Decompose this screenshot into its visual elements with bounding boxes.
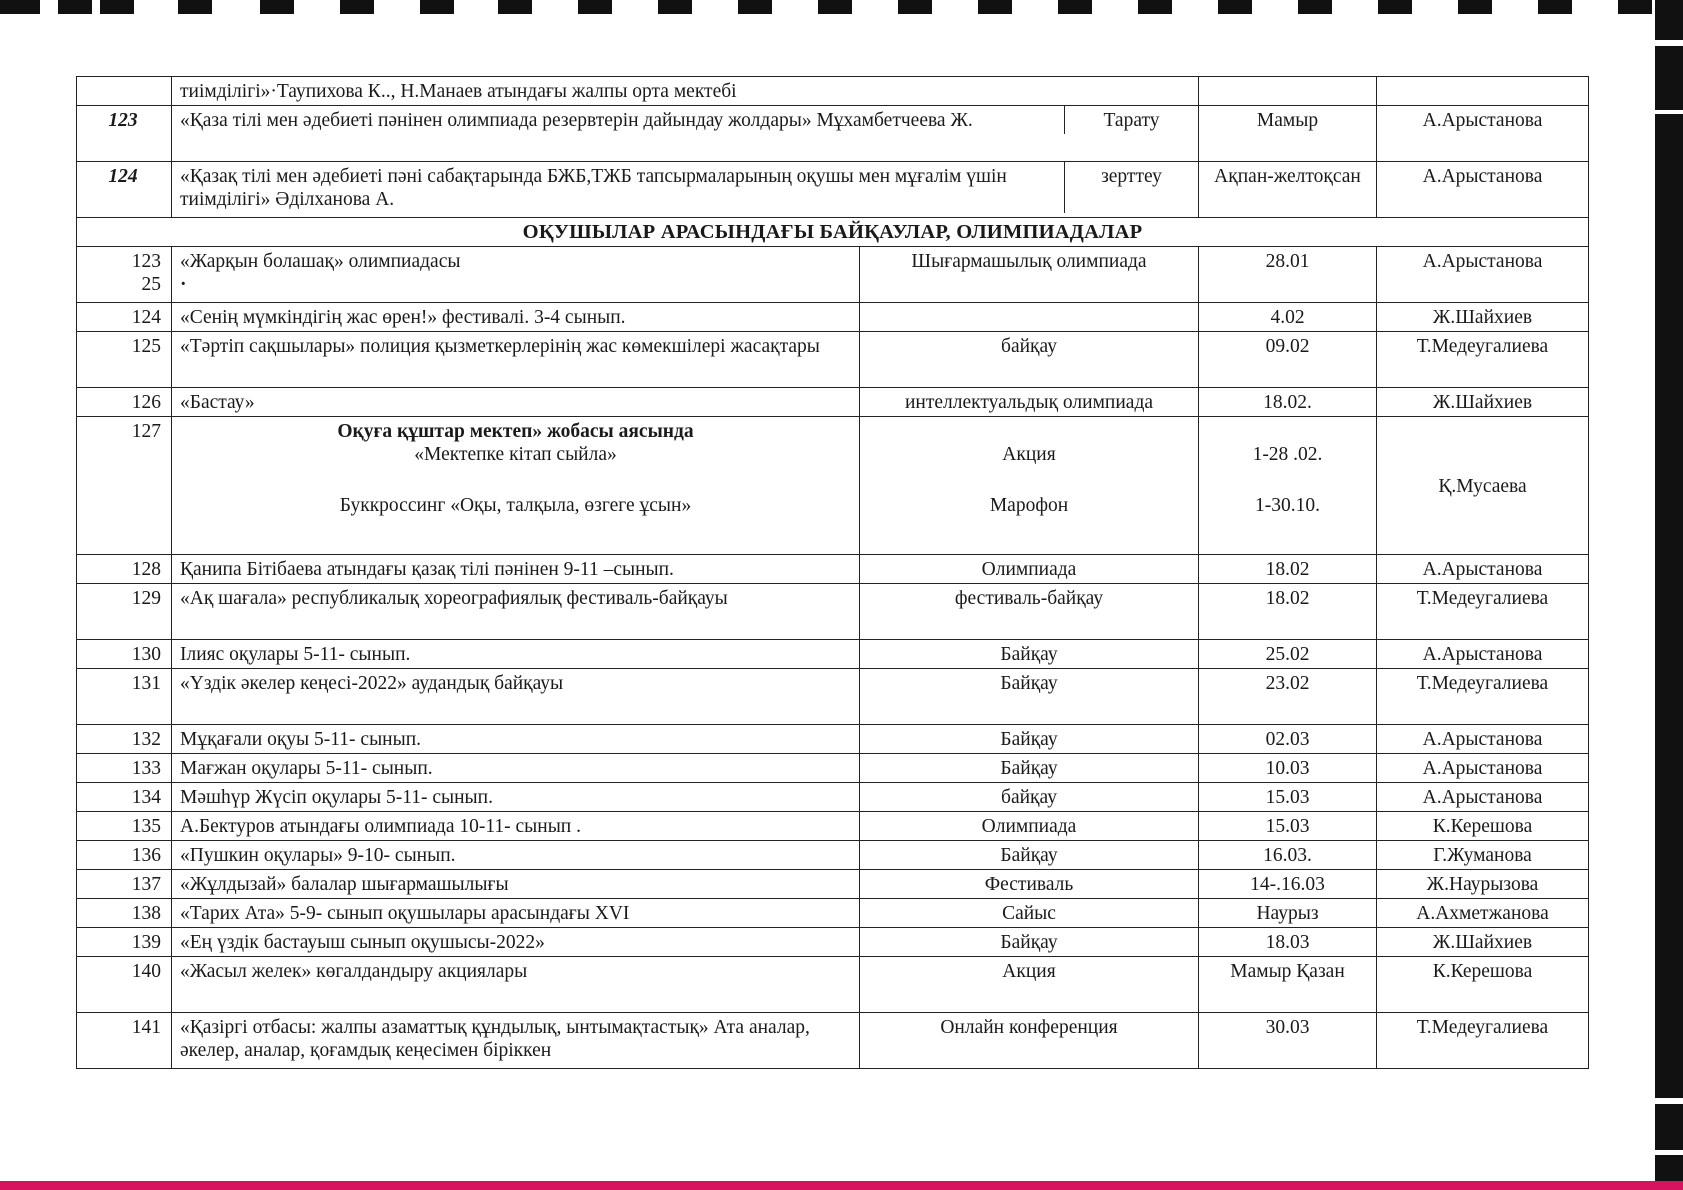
row-type: Акция [860,957,1199,1013]
row-bullet: · [180,274,187,295]
table-body-b [77,555,1589,1069]
spacer [868,466,1190,494]
row-type: Байқау [860,640,1199,669]
row-title: «Ақ шағала» республикалық хореографиялық фестиваль-байқауы [172,584,860,640]
row-responsible: А.Арыстанова [1377,247,1589,303]
table-row [77,669,1589,725]
row-title: «Ең үздік бастауыш сынып оқушысы-2022» [172,928,860,957]
row-date: 18.03 [1199,928,1377,957]
row-responsible: Т.Медеугалиева [1377,332,1589,388]
row-type: Байқау [860,928,1199,957]
row-number: 134 [77,783,172,812]
row-title: «Бастау» [172,388,860,417]
row-number-secondary: 25 [141,274,161,295]
row-number: 130 [77,640,172,669]
row-title [172,247,860,303]
table-row [77,162,1589,218]
scan-dash [420,0,454,14]
row-title: Ілияс оқулары 5-11- сынып. [172,640,860,669]
row-type: байқау [860,783,1199,812]
row-date: 15.03 [1199,812,1377,841]
table-row [77,640,1589,669]
row-type: Байқау [860,754,1199,783]
row-number: 133 [77,754,172,783]
row-type: Сайыс [860,899,1199,928]
scan-bottom-accent [0,1181,1683,1190]
scan-right-edge [1655,0,1683,1190]
scan-dash [978,0,1012,14]
scan-dash [58,0,92,14]
row-title: «Қаза тілі мен әдебиеті пәнінен олимпиада резервтерін дайындау жолдары» Мұхамбетчеева Ж. [172,106,1065,134]
row-number: 125 [77,332,172,388]
spacer [868,420,1190,443]
row-title: Мұқағали оқуы 5-11- сынып. [172,725,860,754]
row-number: 131 [77,669,172,725]
table-row [77,388,1589,417]
row-responsible: А.Ахметжанова [1377,899,1589,928]
row-date: 23.02 [1199,669,1377,725]
scan-dash [100,0,134,14]
row-title: «Жұлдызай» балалар шығармашылығы [172,870,860,899]
scan-dash [340,0,374,14]
row-type [860,417,1199,555]
row-responsible: Ж.Наурызова [1377,870,1589,899]
project-title: Оқуға құштар мектеп» жобасы аясында [337,421,694,442]
row-type-2: Марофон [989,495,1069,516]
row-type: Олимпиада [860,812,1199,841]
row-title: Қанипа Бітібаева атындағы қазақ тілі пәнінен 9-11 –сынып. [172,555,860,584]
table-row [77,928,1589,957]
row-date [1199,77,1377,106]
row-date: 10.03 [1199,754,1377,783]
row-date: 18.02 [1199,584,1377,640]
spacer [1207,466,1368,494]
row-number: 141 [77,1013,172,1069]
row-number [77,247,172,303]
row-date: 30.03 [1199,1013,1377,1069]
row-type: Олимпиада [860,555,1199,584]
scan-dash [1618,0,1652,14]
row-date: 18.02. [1199,388,1377,417]
table-row [77,332,1589,388]
row-title-with-type [172,162,1199,218]
row-type: Байқау [860,669,1199,725]
row-number: 124 [77,303,172,332]
row-responsible: Г.Жуманова [1377,841,1589,870]
table-row [77,247,1589,303]
row-type: Байқау [860,841,1199,870]
table-body-a [77,303,1589,417]
table-row [77,783,1589,812]
row-number: 128 [77,555,172,584]
row-title: «Үздік әкелер кеңесі-2022» аудандық байқауы [172,669,860,725]
row-responsible [1377,77,1589,106]
row-date: Мамыр Қазан [1199,957,1377,1013]
row-title: «Сенің мүмкіндігің жас өрен!» фестивалі. 3-4 сынып. [172,303,860,332]
table-body [77,77,1589,303]
event-line-1: «Мектепке кітап сыйла» [414,444,617,465]
row-responsible: А.Арыстанова [1377,106,1589,162]
row-title: «Пушкин оқулары» 9-10- сынып. [172,841,860,870]
scan-dash [898,0,932,14]
row-title [172,417,860,555]
row-responsible: Ж.Шайхиев [1377,303,1589,332]
row-title: «Жасыл желек» көгалдандыру акциялары [172,957,860,1013]
scan-dash [1298,0,1332,14]
events-table [76,76,1589,1069]
row-title: «Қазақ тілі мен әдебиеті пәні сабақтарында БЖБ,ТЖБ тапсырмаларының оқушы мен мұғалім үшін тиімділігі» Әділханова А. [172,162,1065,213]
row-number: 132 [77,725,172,754]
table-row [77,77,1589,106]
row-title-text: «Жарқын болашақ» олимпиадасы [180,251,461,272]
row-date: Мамыр [1199,106,1377,162]
row-date: 09.02 [1199,332,1377,388]
row-type: Онлайн конференция [860,1013,1199,1069]
row-date [1199,417,1377,555]
row-date: 25.02 [1199,640,1377,669]
row-responsible: А.Арыстанова [1377,162,1589,218]
row-responsible: Ж.Шайхиев [1377,928,1589,957]
row-responsible: Т.Медеугалиева [1377,1013,1589,1069]
row-number: 123 [77,106,172,162]
row-title: Мағжан оқулары 5-11- сынып. [172,754,860,783]
scan-dash [1458,0,1492,14]
scan-dash [1378,0,1412,14]
row-date: 4.02 [1199,303,1377,332]
row-date: Ақпан-желтоқсан [1199,162,1377,218]
table-row [77,106,1589,162]
scan-dash [1538,0,1572,14]
scan-dash [178,0,212,14]
row-date: Наурыз [1199,899,1377,928]
table-row [77,725,1589,754]
scan-dash [818,0,852,14]
row-responsible: К.Керешова [1377,812,1589,841]
row-number-primary: 123 [131,251,161,272]
row-date: 02.03 [1199,725,1377,754]
row-number: 135 [77,812,172,841]
row-title: А.Бектуров атындағы олимпиада 10-11- сынып . [172,812,860,841]
row-type: Фестиваль [860,870,1199,899]
row-responsible: Т.Медеугалиева [1377,669,1589,725]
table-row [77,957,1589,1013]
row-responsible: Т.Медеугалиева [1377,584,1589,640]
row-type-1: Акция [1002,444,1056,465]
scan-dash [1218,0,1252,14]
row-number: 136 [77,841,172,870]
row-date: 28.01 [1199,247,1377,303]
row-type: Тарату [1103,110,1160,131]
table-row [77,754,1589,783]
row-date: 18.02 [1199,555,1377,584]
table-row [77,812,1589,841]
row-number [77,77,172,106]
scan-dash [0,0,40,14]
row-responsible: А.Арыстанова [1377,783,1589,812]
row-type: фестиваль-байқау [860,584,1199,640]
scan-dash [498,0,532,14]
scan-dash [578,0,612,14]
row-number: 124 [77,162,172,218]
row-number: 127 [77,417,172,555]
table-row [77,303,1589,332]
scan-dash [658,0,692,14]
scan-top-edge [0,0,1683,16]
row-number: 138 [77,899,172,928]
table-row [77,1013,1589,1069]
row-number: 129 [77,584,172,640]
row-responsible: А.Арыстанова [1377,640,1589,669]
row-responsible: А.Арыстанова [1377,725,1589,754]
row-title: «Қазіргі отбасы: жалпы азаматтық құндылық, ынтымақтастық» Ата аналар, әкелер, аналар, қоғамдық кеңесімен біріккен [172,1013,860,1069]
row-date: 16.03. [1199,841,1377,870]
spacer [1207,420,1368,443]
table-row [77,555,1589,584]
scan-dash [1058,0,1092,14]
row-number: 137 [77,870,172,899]
row-date-2: 1-30.10. [1255,495,1320,516]
row-title: «Тәртіп сақшылары» полиция қызметкерлерінің жас көмекшілері жасақтары [172,332,860,388]
table-row [77,584,1589,640]
row-responsible: Ж.Шайхиев [1377,388,1589,417]
table-body-127 [77,417,1589,555]
scan-dash [1138,0,1172,14]
row-date: 15.03 [1199,783,1377,812]
row-responsible: Қ.Мусаева [1377,417,1589,555]
row-number: 126 [77,388,172,417]
row-title: тиімділігі»·Таупихова К.., Н.Манаев атындағы жалпы орта мектебі [172,77,1199,106]
scan-dash [260,0,294,14]
row-type: Шығармашылық олимпиада [860,247,1199,303]
section-row [77,218,1589,247]
row-date-1: 1-28 .02. [1252,444,1323,465]
table-row [77,417,1589,555]
row-type: Байқау [860,725,1199,754]
row-title: Мәшһүр Жүсіп оқулары 5-11- сынып. [172,783,860,812]
row-date: 14-.16.03 [1199,870,1377,899]
row-title-with-type [172,106,1199,162]
row-responsible: А.Арыстанова [1377,754,1589,783]
table-row [77,841,1589,870]
row-type: интеллектуальдық олимпиада [860,388,1199,417]
row-type: зерттеу [1101,166,1162,187]
event-line-2: Буккроссинг «Оқы, талқыла, өзгеге ұсын» [339,495,692,516]
row-responsible: К.Керешова [1377,957,1589,1013]
row-number: 140 [77,957,172,1013]
row-responsible: А.Арыстанова [1377,555,1589,584]
row-number: 139 [77,928,172,957]
spacer [180,466,851,494]
row-type: байқау [860,332,1199,388]
scan-dash [738,0,772,14]
table-row [77,899,1589,928]
section-heading: ОҚУШЫЛАР АРАСЫНДАҒЫ БАЙҚАУЛАР, ОЛИМПИАДАЛАР [77,218,1589,247]
row-type [860,303,1199,332]
table-row [77,870,1589,899]
row-title: «Тарих Ата» 5-9- сынып оқушылары арасындағы XVI [172,899,860,928]
